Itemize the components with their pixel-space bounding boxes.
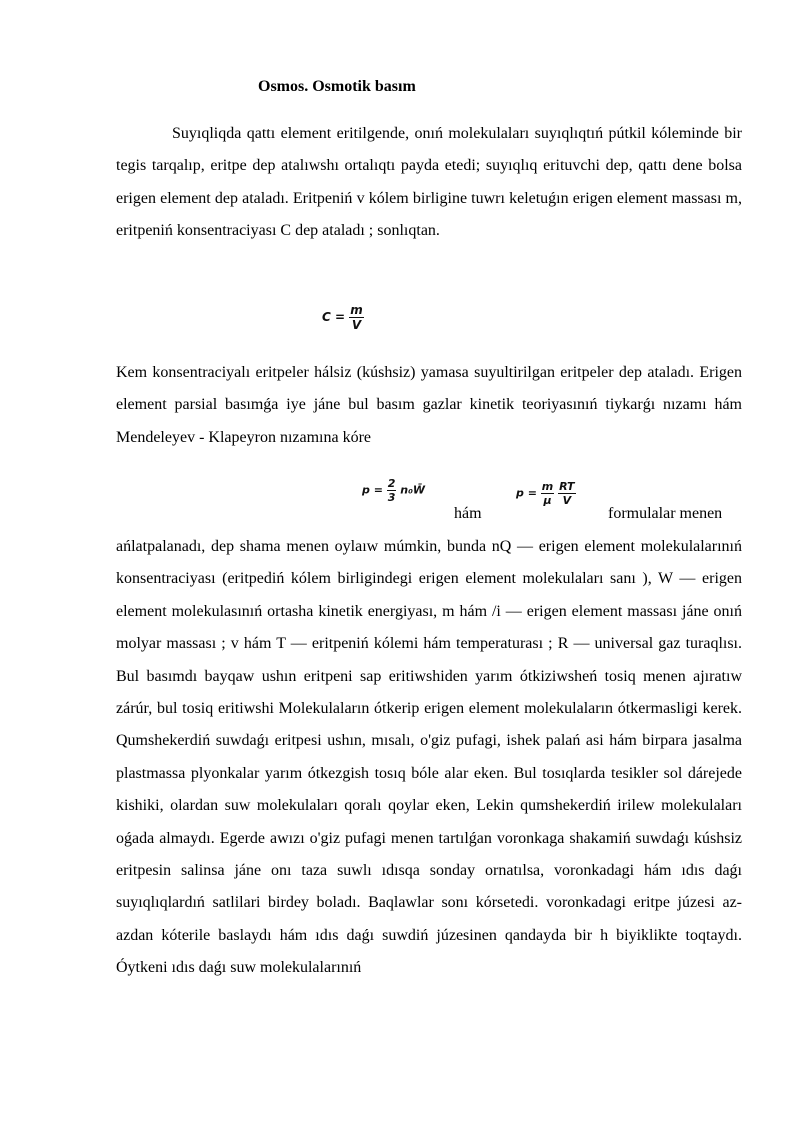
formula-denominator: V	[562, 494, 572, 507]
formula-numerator: 2	[387, 477, 396, 490]
paragraph-3: ańlatpalanadı, dep shama menen oylaıw múmkin, bunda nQ — erigen element molekulalarınıń konsentraciyası (eritpediń kólem birligindegi erigen element molekulaları sanı ), W — erigen element molekulasınıń ortasha kinetik energiyası, m hám /i — erigen element massası jáne onıń molyar massası ; v hám T — eritpeniń kólemi hám temperaturası ; R — universal gaz turaqlısı. Bul basımdı bayqaw ushın eritpeni sap eritiwshiden yarım ótkiziwsheń tosiq menen ajıratıw zárúr, bul tosiq eritiwshi Molekulaların ótkerip erigen element molekulaların ótkermasligi kerek. Qumshekerdiń suwdaǵı eritpesi ushın, mısalı, o'giz pufagi, ishek palań asi hám birpara jasalma plastmassa plyonkalar yarım ótkezgish tosıq bóle alar eken. Bul tosıqlarda tesikler sol dárejede kishiki, olardan suw molekulaları qoralı qoylar eken, Lekin qumshekerdiń irilew molekulaları oǵada almaydı. Egerde awızı o'giz pufagi menen tartılǵan voronkaga shakamiń suwdaǵı kúshsiz eritpesin salinsa jáne onı taza suwlı ıdısqa sonday ornatılsa, voronkadagi hám ıdıs daǵı suyıqlıqlardıń satlilari birdey boladı. Baqlawlar sonı kórsetedi. voronkadagi eritpe júzesi az-azdan kóterile baslaydı hám ıdıs daǵı suwdiń júzesinen qandayda bir h biyiklikte toqtaydı. Óytkeni ıdıs daǵı suw molekulalarınıń	[116, 538, 742, 977]
formula-denominator: μ	[543, 494, 552, 507]
formula-denominator: 3	[387, 491, 396, 504]
formula-numerator: m	[541, 480, 554, 493]
formula-denominator: V	[351, 318, 362, 332]
formula-rest: n₀W̄	[400, 483, 426, 497]
formula-clapeyron	[516, 481, 576, 506]
formula-numerator: RT	[559, 480, 575, 493]
formula-concentration	[322, 304, 364, 331]
formula-fraction	[349, 304, 364, 331]
formula-lhs: p =	[516, 486, 537, 500]
formula-numerator: m	[350, 303, 363, 317]
paragraph-1: Suyıqliqda qattı element eritilgende, onıń molekulaları suyıqlıqtıń pútkil kóleminde bir tegis tarqalıp, eritpe dep atalıwshı ortalıqtı payda etedi; suyıqlıq erituvchi dep, qattı dene bolsa erigen element dep ataladı. Eritpeniń v kólem birligine tuwrı keletuǵın erigen element massası m, eritpeniń konsentraciyası C dep ataladı ; sonlıqtan.	[116, 125, 742, 240]
formula-fraction-2	[558, 481, 575, 506]
document-title: Osmos. Osmotik basım	[258, 78, 416, 95]
formula-kinetic-pressure	[362, 478, 425, 503]
formula-fraction-1	[541, 481, 554, 506]
formula-lhs: C =	[322, 310, 346, 324]
formula-lhs: p =	[362, 483, 383, 497]
paragraph-2: Kem konsentraciyalı eritpeler hálsiz (kúshsiz) yamasa suyultirilgan eritpeler dep ataladı. Erigen element parsial basımǵa iye jáne bul basım gazlar kinetik teoriyasınıń tiykarǵı nızamı hám Mendeleyev - Klapeyron nızamına kóre	[116, 364, 742, 446]
word-ham: hám	[454, 505, 482, 522]
formula-fraction	[387, 478, 397, 503]
word-formulalar-menen: formulalar menen	[608, 505, 723, 522]
